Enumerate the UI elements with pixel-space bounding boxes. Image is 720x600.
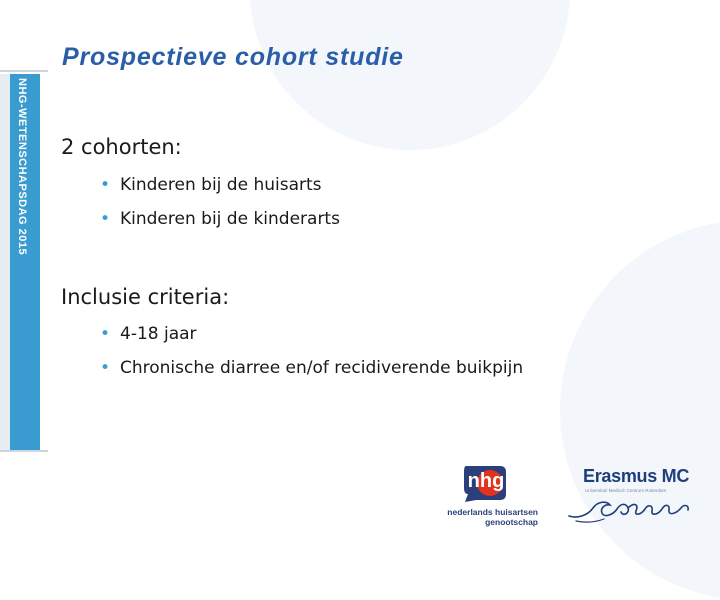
background-circle-right (560, 220, 720, 600)
erasmus-mc-tagline: Universitair Medisch Centrum Rotterdam (585, 488, 667, 493)
erasmus-mc-name: Erasmus MC (583, 466, 690, 486)
erasmus-signature-icon (566, 492, 696, 524)
side-banner-text: NHG-WETENSCHAPSDAG 2015 (16, 78, 28, 256)
left-divider-top (0, 70, 48, 72)
nhg-logo-line1: nederlands huisartsen (447, 507, 538, 517)
background-circle-top (250, 0, 570, 150)
side-banner-edge (0, 74, 10, 450)
bullet-item: • Kinderen bij de huisarts (100, 172, 340, 206)
section-heading-cohorts: 2 cohorten: (61, 135, 182, 159)
bullet-item: • Kinderen bij de kinderarts (100, 206, 340, 240)
bullet-list-inclusion (100, 321, 523, 389)
left-divider-bottom (0, 450, 48, 452)
bullet-item: • 4-18 jaar (100, 321, 523, 355)
section-heading-inclusion: Inclusie criteria: (61, 285, 230, 309)
bullet-list-cohorts (100, 172, 340, 240)
nhg-logo-line2: genootschap (485, 517, 538, 527)
nhg-logo (436, 463, 538, 529)
nhg-logo-word: nhg (467, 470, 505, 492)
bullet-item: • Chronische diarree en/of recidiverende buikpijn (100, 355, 523, 389)
erasmus-mc-logo (566, 466, 696, 526)
slide-title: Prospectieve cohort studie (62, 43, 404, 71)
